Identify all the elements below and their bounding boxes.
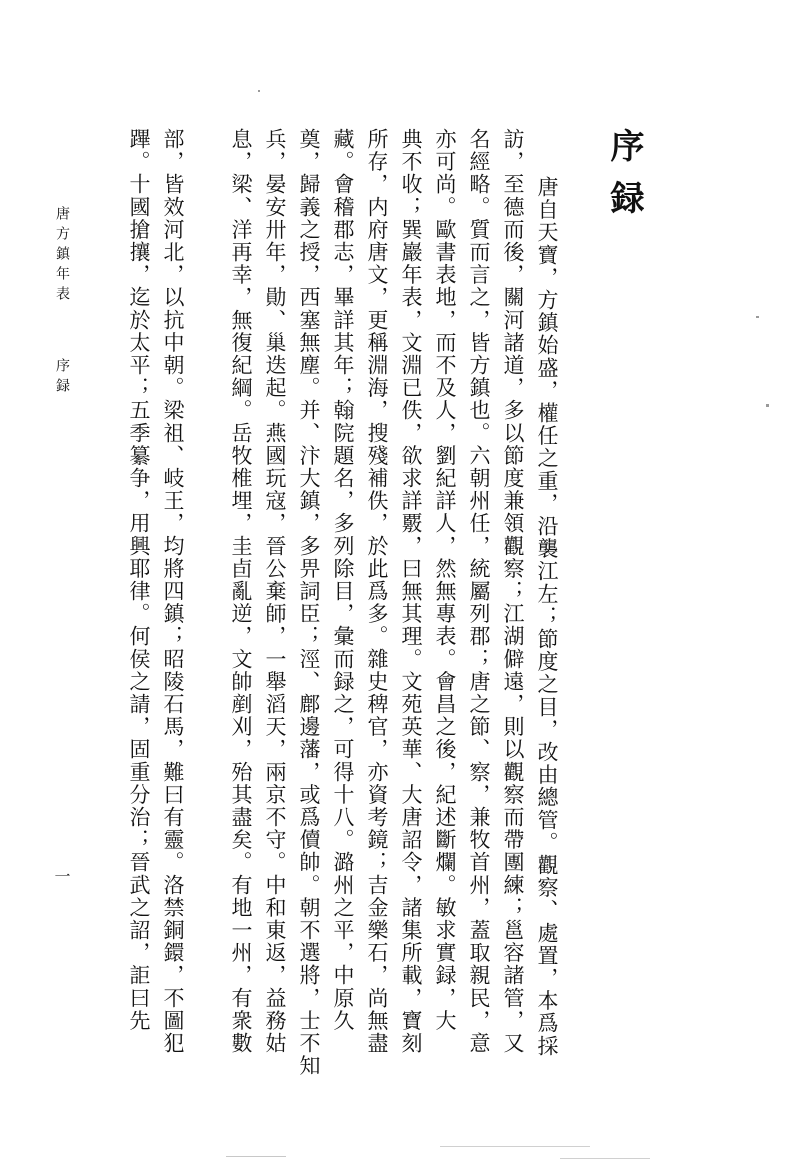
text-column-8: 奠，歸義之授，西塞無塵。并、汴大鎮，多畀詞臣；涇、鄜邊藩，或爲儥帥。朝不選將，士不知 (297, 128, 321, 1078)
running-head-title: 唐方鎮年表 (54, 206, 70, 306)
text-column-3: 名經略。質而言之，皆方鎮也。六朝州任，統屬列郡；唐之節、察，兼牧首州，蓋取親民，意 (467, 128, 491, 1055)
scan-speck (440, 1146, 590, 1147)
scan-speck (560, 1158, 650, 1159)
text-column-4: 亦可尚。歐書表地，而不及人，劉紀詳人，然無專表。會昌之後，紀述斷爛。敏求實録，大 (433, 128, 457, 1032)
text-column-9: 兵，晏安卅年，勛、巢迭起。燕國玩寇，晉公棄師，一舉滔天，兩京不守。中和東返，益務姑 (263, 128, 287, 1055)
page-number: 一 (52, 868, 71, 884)
running-head-section: 序録 (54, 358, 70, 398)
text-column-2: 訪，至德而後，關河諸道，多以節度兼領觀察；江湖僻遠，則以觀察而帶團練；邕容諸管，又 (501, 128, 525, 1055)
text-column-12: 蹕。十國搶攘，迄於太平；五季纂争，用興耶律。何侯之請，固重分治；晉武之詔，詎曰先 (127, 128, 151, 1032)
text-column-5: 典不收；巽巖年表，文淵已佚，欲求詳覈，曰無其理。文苑英華、大唐詔令，諸集所載，寶刻 (399, 128, 423, 1055)
text-column-7: 藏。會稽郡志，畢詳其年；翰院題名，多列除目，彙而録之，可得十八。潞州之平，中原久 (331, 128, 355, 1032)
section-title: 序録 (604, 128, 644, 232)
text-column-1: 唐自天寶，方鎮始盛，權任之重，沿襲江左；節度之目，改由總管。觀察、處置，本爲採 (535, 176, 559, 1058)
text-column-6: 所存，内府唐文，更稱淵海，搜殘補佚，於此爲多。雜史稗官，亦資考鏡；吉金樂石，尚無盡 (365, 128, 389, 1055)
scan-speck (756, 316, 759, 318)
text-column-10: 息，梁、洋再幸，無復紀綱。岳牧椎埋，圭卣亂逆，文帥剷刈，殆其盡矣。有地一州，有衆數 (229, 128, 253, 1055)
scan-speck (258, 90, 260, 92)
scan-speck (766, 404, 769, 407)
scan-speck (226, 1156, 286, 1157)
text-column-11: 部，皆效河北，以抗中朝。梁祖、岐王，均將四鎮；昭陵石馬，難曰有靈。洛禁銅鐶，不圖犯 (161, 128, 185, 1055)
